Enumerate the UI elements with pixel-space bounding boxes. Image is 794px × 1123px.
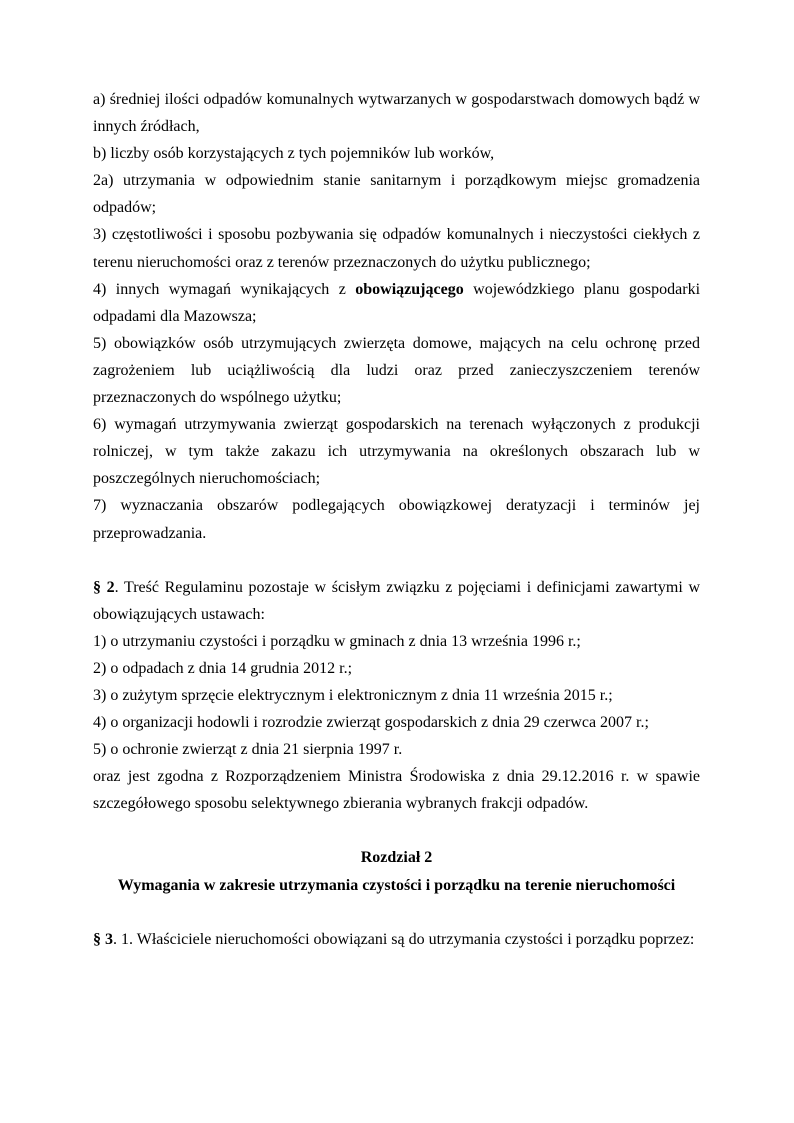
- section-3-text: . 1. Właściciele nieruchomości obowiązani są do utrzymania czystości i porządku poprzez:: [113, 930, 695, 948]
- act-item-3: 3) o zużytym sprzęcie elektrycznym i elektronicznym z dnia 11 września 2015 r.;: [93, 686, 613, 704]
- list-item-2a: 2a) utrzymania w odpowiednim stanie sanitarnym i porządkowym miejsc gromadzenia odpadów;: [93, 172, 700, 217]
- spacer: [93, 817, 700, 844]
- chapter-title: Wymagania w zakresie utrzymania czystości i porządku na terenie nieruchomości: [117, 876, 676, 894]
- list-item-4-prefix: 4) innych wymagań wynikających z: [93, 280, 356, 298]
- act-item-2: 2) o odpadach z dnia 14 grudnia 2012 r.;: [93, 659, 353, 677]
- section-3-intro: [93, 926, 700, 953]
- list-item-7: 7) wyznaczania obszarów podlegających obowiązkowej deratyzacji i terminów jej przeprowadzania.: [93, 497, 700, 542]
- list-item-b: b) liczby osób korzystających z tych pojemników lub worków,: [93, 145, 495, 163]
- list-item-3: 3) częstotliwości i sposobu pozbywania się odpadów komunalnych i nieczystości ciekłych z terenu nieruchomości oraz z terenów przeznaczonych do użytku publicznego;: [93, 226, 700, 271]
- spacer: [93, 547, 700, 574]
- chapter-number: Rozdział 2: [360, 849, 433, 867]
- list-item-4-bold: obowiązującego: [355, 280, 464, 298]
- section-2-intro: [93, 574, 700, 628]
- act-item-1: 1) o utrzymaniu czystości i porządku w gminach z dnia 13 września 1996 r.;: [93, 632, 581, 650]
- list-item-6: 6) wymagań utrzymywania zwierząt gospodarskich na terenach wyłączonych z produkcji rolniczej, w tym także zakazu ich utrzymywania na określonych obszarach lub w poszczególnych nieruchomościach;: [93, 416, 700, 488]
- section-2-label: § 2: [93, 578, 115, 596]
- list-item-a: a) średniej ilości odpadów komunalnych wytwarzanych w gospodarstwach domowych bądź w innych źródłach,: [93, 91, 700, 136]
- list-item-4-suffix: wojewódzkiego planu gospodarki odpadami dla Mazowsza;: [93, 280, 701, 325]
- act-item-4: 4) o organizacji hodowli i rozrodzie zwierząt gospodarskich z dnia 29 czerwca 2007 r.;: [93, 714, 649, 732]
- section-2-closing: oraz jest zgodna z Rozporządzeniem Ministra Środowiska z dnia 29.12.2016 r. w spawie szczegółowego sposobu selektywnego zbierania wybranych frakcji odpadów.: [93, 768, 700, 813]
- spacer: [93, 899, 700, 926]
- section-2-text: . Treść Regulaminu pozostaje w ścisłym związku z pojęciami i definicjami zawartymi w obowiązujących ustawach:: [93, 578, 701, 623]
- act-item-5: 5) o ochronie zwierząt z dnia 21 sierpnia 1997 r.: [93, 741, 403, 759]
- document-page: [93, 86, 700, 953]
- list-item-5: 5) obowiązków osób utrzymujących zwierzęta domowe, mających na celu ochronę przed zagrożeniem lub uciążliwością dla ludzi oraz przed zanieczyszczeniem terenów przeznaczonych do wspólnego użytku;: [93, 334, 700, 407]
- list-item-4: [93, 276, 700, 330]
- chapter-heading: [73, 844, 720, 898]
- section-3-label: § 3: [93, 930, 113, 948]
